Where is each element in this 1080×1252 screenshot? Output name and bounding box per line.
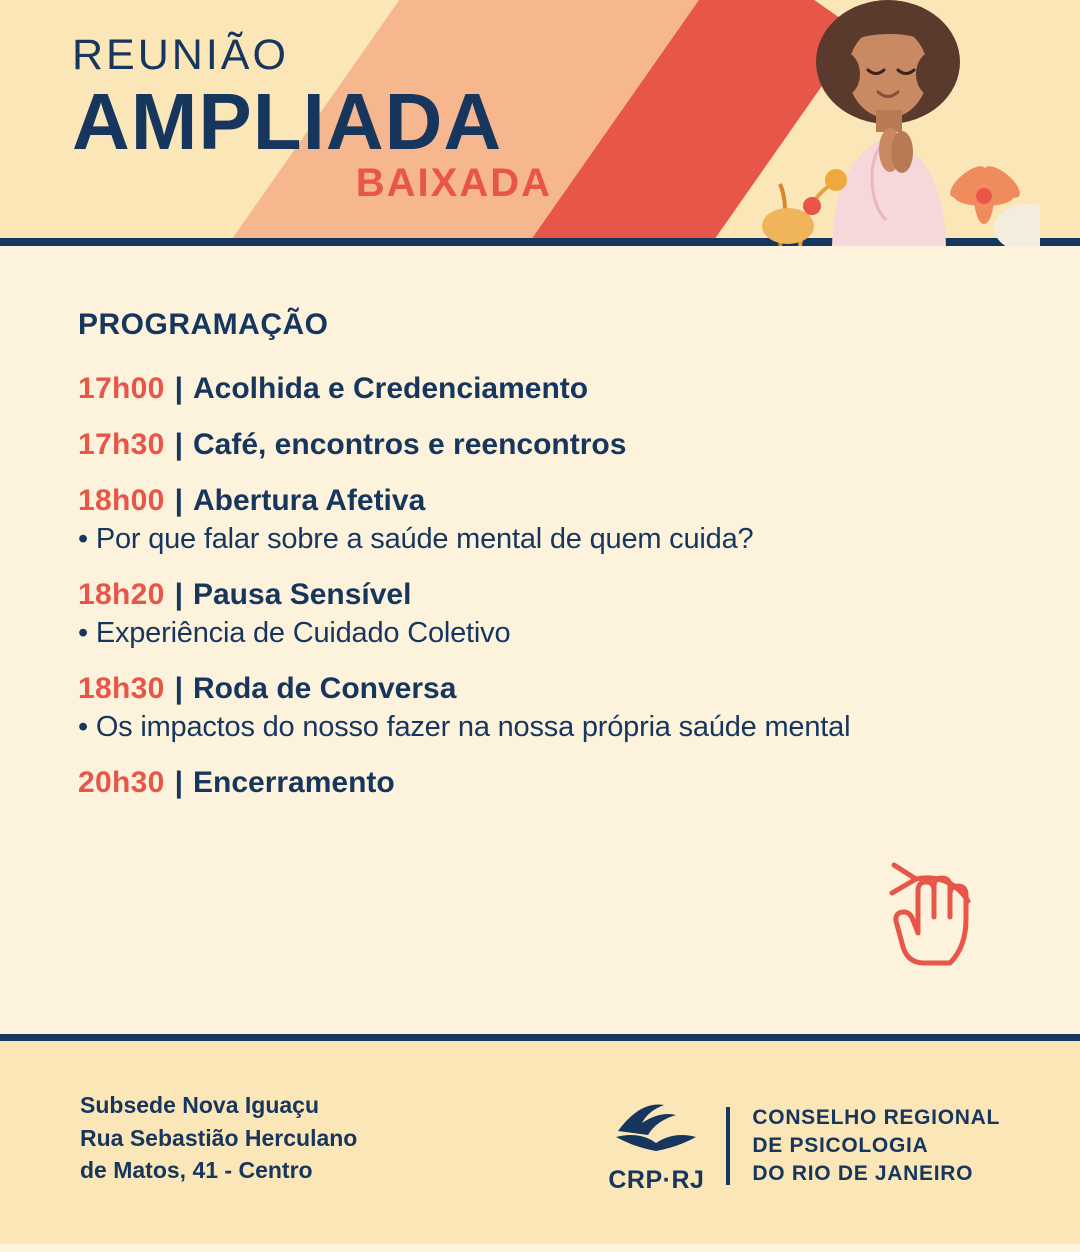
schedule-item <box>78 578 1008 650</box>
logo-line-1: CONSELHO REGIONAL <box>752 1106 1000 1130</box>
schedule-item <box>78 672 1008 744</box>
logo-line-2: DE PSICOLOGIA <box>752 1134 929 1158</box>
schedule-separator: | <box>174 578 183 611</box>
schedule-separator: | <box>174 372 183 405</box>
schedule-detail: • Experiência de Cuidado Coletivo <box>78 617 1008 650</box>
schedule-detail: • Por que falar sobre a saúde mental de quem cuida? <box>78 523 1008 556</box>
header-kicker: REUNIÃO <box>72 31 289 79</box>
schedule-title: Encerramento <box>192 766 395 799</box>
header-text-block <box>72 31 552 206</box>
logo-abbrev: CRP·RJ <box>608 1166 705 1194</box>
logo-text-block <box>752 1104 1000 1188</box>
schedule-separator: | <box>174 484 183 517</box>
schedule-separator: | <box>174 428 183 461</box>
schedule-time: 18h00 <box>78 484 165 517</box>
address-line-3: de Matos, 41 - Centro <box>80 1157 313 1184</box>
schedule-item <box>78 428 1008 462</box>
schedule-title: Abertura Afetiva <box>192 484 426 517</box>
schedule-item <box>78 766 1008 800</box>
crp-bird-book-icon <box>610 1097 702 1159</box>
schedule-separator: | <box>174 766 183 799</box>
address-block <box>80 1089 357 1187</box>
schedule-title: Roda de Conversa <box>192 672 457 705</box>
woman-illustration <box>740 0 1040 246</box>
schedule-title: Pausa Sensível <box>192 578 412 611</box>
address-line-1: Subsede Nova Iguaçu <box>80 1092 320 1118</box>
schedule-item <box>78 484 1008 556</box>
header-subtitle: BAIXADA <box>355 161 552 206</box>
schedule-time: 18h20 <box>78 578 165 611</box>
poster-footer <box>0 1041 1080 1244</box>
schedule-detail: • Os impactos do nosso fazer na nossa própria saúde mental <box>78 711 1008 744</box>
schedule-separator: | <box>174 672 183 705</box>
poster-body <box>0 246 1080 1041</box>
schedule-time: 20h30 <box>78 766 165 799</box>
logo-line-3: DO RIO DE JANEIRO <box>752 1161 974 1185</box>
body-divider <box>0 1034 1080 1041</box>
schedule-time: 17h00 <box>78 372 165 405</box>
schedule-item <box>78 372 1008 406</box>
logo-mark <box>608 1097 704 1195</box>
logo-divider <box>726 1107 730 1185</box>
swipe-hand-icon <box>870 851 1000 971</box>
address-line-2: Rua Sebastião Herculano <box>80 1124 358 1151</box>
program-heading: PROGRAMAÇÃO <box>78 308 329 341</box>
poster-header <box>0 0 1080 246</box>
schedule-title: Café, encontros e reencontros <box>192 428 627 461</box>
header-title: AMPLIADA <box>72 77 503 166</box>
schedule-title: Acolhida e Credenciamento <box>192 372 589 405</box>
crp-rj-logo <box>608 1097 1000 1195</box>
schedule-time: 18h30 <box>78 672 165 705</box>
schedule-time: 17h30 <box>78 428 165 461</box>
